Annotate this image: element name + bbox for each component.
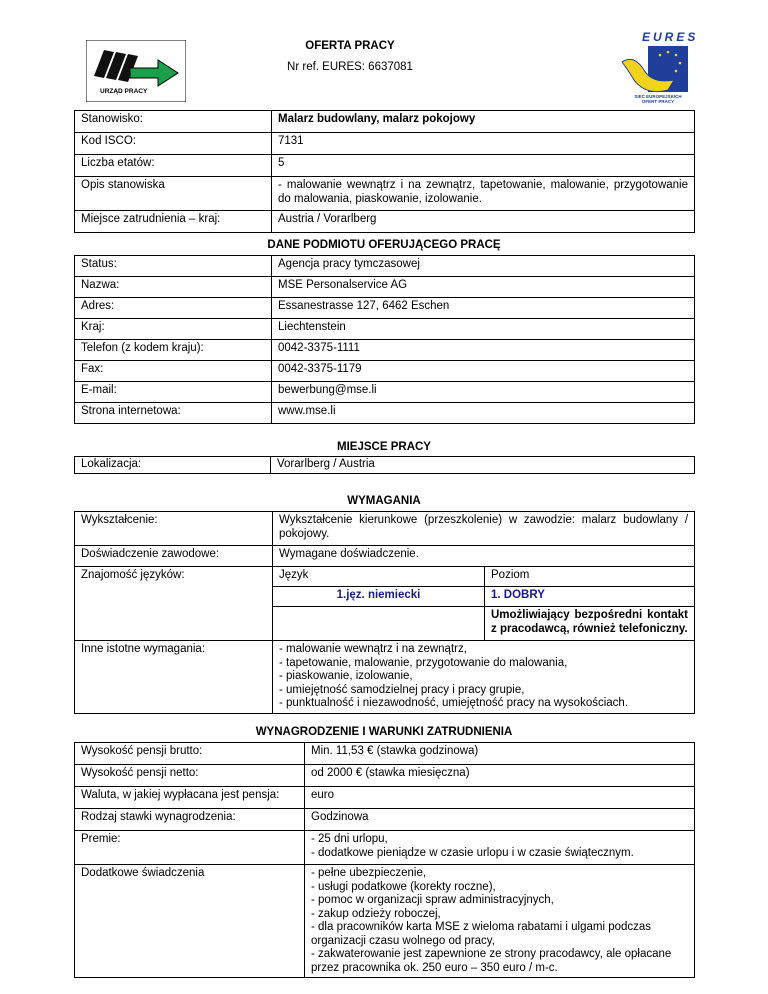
language-description: Umożliwiający bezpośredni kontakt z pracodawcą, również telefoniczny. (485, 607, 695, 641)
language-level: 1. DOBRY (485, 587, 695, 607)
eures-caption-line1: SIEĆ EUROPEJSKICH (634, 94, 682, 99)
employer-label-status: Status: (75, 256, 272, 277)
list-item: - pomoc w organizacji spraw administracyjnych, (311, 894, 554, 906)
salary-heading: WYNAGRODZENIE I WARUNKI ZATRUDNIENIA (255, 726, 513, 738)
table-row (75, 457, 695, 474)
table-row (75, 298, 695, 319)
employer-label-fax: Fax: (75, 361, 272, 382)
table-row (75, 743, 695, 765)
table-row (75, 382, 695, 403)
table-row (75, 155, 695, 177)
salary-label-net: Wysokość pensji netto: (75, 765, 305, 787)
benefits-value (305, 865, 695, 978)
education-value: Wykształcenie kierunkowe (przeszkolenie) w zawodzie: malarz budowlany / pokojowy. (273, 512, 695, 546)
table-row (75, 256, 695, 277)
table-row (75, 319, 695, 340)
job-label-count: Liczba etatów: (75, 155, 272, 177)
table-row (75, 787, 695, 809)
table-row (75, 546, 695, 567)
education-label: Wykształcenie: (75, 512, 273, 546)
workplace-heading: MIEJSCE PRACY (337, 441, 431, 453)
salary-table (74, 742, 695, 978)
bonus-label: Premie: (75, 831, 305, 865)
table-row (75, 133, 695, 155)
bonus-value (305, 831, 695, 865)
eures-caption (618, 94, 698, 104)
job-value-location: Austria / Vorarlberg (272, 211, 695, 233)
job-label-position: Stanowisko: (75, 111, 272, 133)
language-column-header: Język (273, 567, 485, 587)
page-title: OFERTA PRACY (305, 40, 395, 52)
list-item: - piaskowanie, izolowanie, (279, 670, 413, 682)
table-row (75, 831, 695, 865)
employer-value-website[interactable]: www.mse.li (272, 403, 695, 424)
table-row (75, 111, 695, 133)
job-value-count: 5 (272, 155, 695, 177)
eures-logo-text: EURES (642, 30, 699, 44)
job-label-location: Miejsce zatrudnienia – kraj: (75, 211, 272, 233)
list-item: - punktualność i niezawodność, umiejętność pracy na wysokościach. (279, 697, 629, 709)
urzad-pracy-logo (86, 40, 186, 102)
salary-label-gross: Wysokość pensji brutto: (75, 743, 305, 765)
experience-value: Wymagane doświadczenie. (273, 546, 695, 567)
employer-value-country: Liechtenstein (272, 319, 695, 340)
employer-value-email[interactable]: bewerbung@mse.li (272, 382, 695, 403)
workplace-table (74, 456, 695, 474)
table-row (75, 403, 695, 424)
salary-value-currency: euro (305, 787, 695, 809)
table-row (75, 211, 695, 233)
list-item: - 25 dni urlopu, (311, 833, 388, 845)
job-value-description: - malowanie wewnątrz i na zewnątrz, tapetowanie, malowanie, przygotowanie do malowania, piaskowanie, izolowanie. (272, 177, 695, 211)
employer-value-fax: 0042-3375-1179 (272, 361, 695, 382)
table-row (75, 865, 695, 978)
table-row (75, 277, 695, 298)
language-name: 1.jęz. niemiecki (273, 587, 485, 607)
list-item: - pełne ubezpieczenie, (311, 867, 427, 879)
list-item: - zakwaterowanie jest zapewnione ze strony pracodawcy, ale opłacane przez pracownika ok. 250 euro – 350 euro / m-c. (311, 948, 672, 974)
eures-logo (618, 30, 698, 110)
other-requirements-label: Inne istotne wymagania: (75, 641, 273, 714)
experience-label: Doświadczenie zawodowe: (75, 546, 273, 567)
table-row (75, 340, 695, 361)
level-column-header: Poziom (485, 567, 695, 587)
table-row (75, 809, 695, 831)
table-row (75, 361, 695, 382)
benefits-label: Dodatkowe świadczenia (75, 865, 305, 978)
job-table (74, 110, 695, 233)
employer-value-phone: 0042-3375-1111 (272, 340, 695, 361)
salary-value-gross: Min. 11,53 € (stawka godzinowa) (305, 743, 695, 765)
employer-label-phone: Telefon (z kodem kraju): (75, 340, 272, 361)
employer-value-status: Agencja pracy tymczasowej (272, 256, 695, 277)
languages-label: Znajomość języków: (75, 567, 273, 641)
job-label-description: Opis stanowiska (75, 177, 272, 211)
job-value-position: Malarz budowlany, malarz pokojowy (272, 111, 695, 133)
employer-label-website: Strona internetowa: (75, 403, 272, 424)
other-requirements-value (273, 641, 695, 714)
workplace-label: Lokalizacja: (75, 457, 271, 474)
table-row (75, 177, 695, 211)
salary-value-net: od 2000 € (stawka miesięczna) (305, 765, 695, 787)
employer-label-country: Kraj: (75, 319, 272, 340)
employer-table (74, 255, 695, 424)
requirements-heading: WYMAGANIA (347, 495, 421, 507)
eures-caption-line2: OFERT PRACY (641, 99, 675, 104)
list-item: - dla pracowników karta MSE z wieloma rabatami i ulgami podczas organizacji czasu wolnego od pracy, (311, 921, 652, 947)
table-row (75, 512, 695, 546)
list-item: - usługi podatkowe (korekty roczne), (311, 880, 496, 893)
employer-label-name: Nazwa: (75, 277, 272, 298)
reference-number: Nr ref. EURES: 6637081 (287, 61, 413, 73)
workplace-value: Vorarlberg / Austria (271, 457, 695, 474)
salary-value-rate-type: Godzinowa (305, 809, 695, 831)
job-value-isco: 7131 (272, 133, 695, 155)
employer-label-email: E-mail: (75, 382, 272, 403)
requirements-table (74, 511, 695, 714)
table-row (75, 641, 695, 714)
job-label-isco: Kod ISCO: (75, 133, 272, 155)
language-empty-cell (273, 607, 485, 641)
employer-label-address: Adres: (75, 298, 272, 319)
employer-value-name: MSE Personalservice AG (272, 277, 695, 298)
salary-label-currency: Waluta, w jakiej wypłacana jest pensja: (75, 787, 305, 809)
table-row (75, 765, 695, 787)
list-item: - tapetowanie, malowanie, przygotowanie do malowania, (279, 656, 568, 669)
employer-value-address: Essanestrasse 127, 6462 Eschen (272, 298, 695, 319)
salary-label-rate-type: Rodzaj stawki wynagrodzenia: (75, 809, 305, 831)
list-item: - dodatkowe pieniądze w czasie urlopu i w czasie świątecznym. (311, 846, 634, 859)
list-item: - malowanie wewnątrz i na zewnątrz, (279, 643, 467, 655)
list-item: - umiejętność samodzielnej pracy i pracy grupie, (279, 683, 525, 696)
urzad-pracy-text: URZĄD PRACY (100, 88, 148, 95)
list-item: - zakup odzieży roboczej, (311, 907, 441, 920)
employer-heading: DANE PODMIOTU OFERUJĄCEGO PRACĘ (267, 239, 501, 251)
table-row (75, 567, 695, 587)
